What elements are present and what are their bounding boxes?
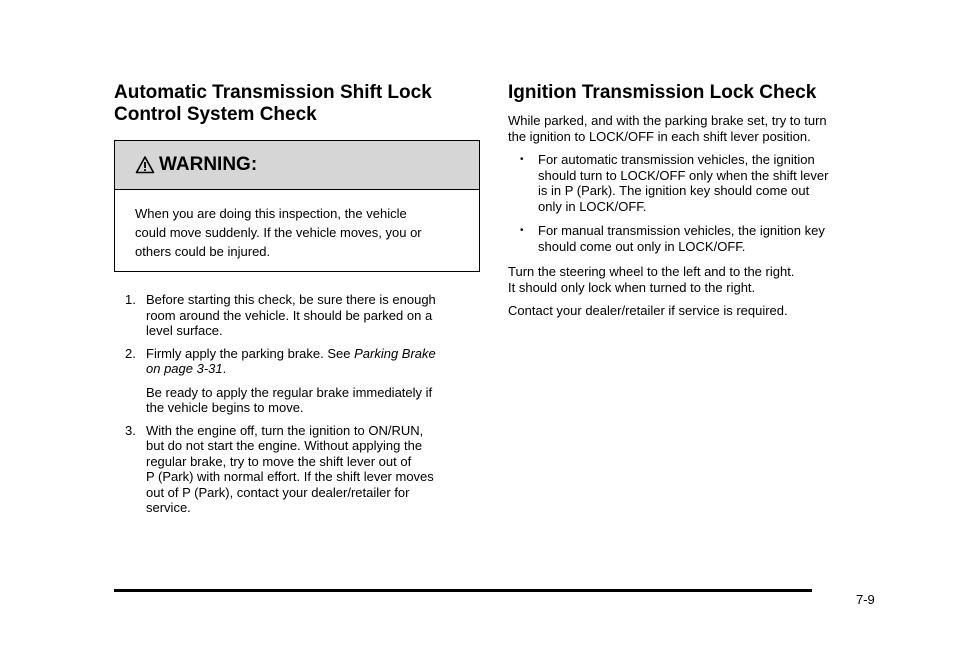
step-1: 1. Before starting this check, be sure there is enough room around the vehicle. It should be parked on a level surface. bbox=[125, 292, 436, 338]
section-title-ignition-lock: Ignition Transmission Lock Check bbox=[508, 82, 817, 103]
warning-label: WARNING: bbox=[159, 154, 258, 175]
warning-triangle-icon bbox=[135, 155, 155, 175]
warning-header bbox=[115, 141, 479, 190]
section-title-shift-lock: Automatic Transmission Shift Lock Control System Check bbox=[114, 82, 432, 125]
bullet-list bbox=[508, 152, 878, 254]
check-steps bbox=[114, 292, 482, 516]
steering-paragraph: Turn the steering wheel to the left and to the right. It should only lock when turned to the right. bbox=[508, 264, 795, 295]
bullet-icon: • bbox=[520, 225, 524, 236]
left-column bbox=[114, 82, 482, 523]
step-3: 3. With the engine off, turn the ignition to ON/RUN, but do not start the engine. Without applying the regular brake, try to move the shift lever out of P (Park) with normal effort. If the shift lever moves out of P (Park), contact your dealer/retailer for service. bbox=[125, 422, 434, 515]
parking-brake-reference[interactable]: Parking Brake bbox=[354, 345, 436, 361]
contact-paragraph: Contact your dealer/retailer if service is required. bbox=[508, 303, 788, 318]
warning-box bbox=[114, 140, 480, 272]
bullet-item-automatic: • For automatic transmission vehicles, the ignition should turn to LOCK/OFF only when the shift lever is in P (Park). The ignition key should come out only in LOCK/OFF. bbox=[520, 152, 829, 214]
page-reference[interactable]: on page 3‑31 bbox=[146, 361, 223, 376]
warning-text: When you are doing this inspection, the vehicle could move suddenly. If the vehicle moves, you or others could be injured. bbox=[135, 206, 422, 259]
footer-rule bbox=[114, 589, 812, 592]
step-2: 2. Firmly apply the parking brake. See Parking Brake on page 3‑31. Be ready to apply the regular brake immediately if the vehicle begins to move. bbox=[114, 346, 482, 416]
bullet-icon: • bbox=[520, 154, 524, 165]
page-number: 7-9 bbox=[856, 592, 875, 607]
right-column bbox=[508, 82, 878, 327]
bullet-item-manual: • For manual transmission vehicles, the ignition key should come out only in LOCK/OFF. bbox=[520, 223, 825, 254]
intro-paragraph: While parked, and with the parking brake set, try to turn the ignition to LOCK/OFF in each shift lever position. bbox=[508, 113, 827, 144]
step-2-note: Be ready to apply the regular brake immediately if the vehicle begins to move. bbox=[146, 384, 433, 415]
